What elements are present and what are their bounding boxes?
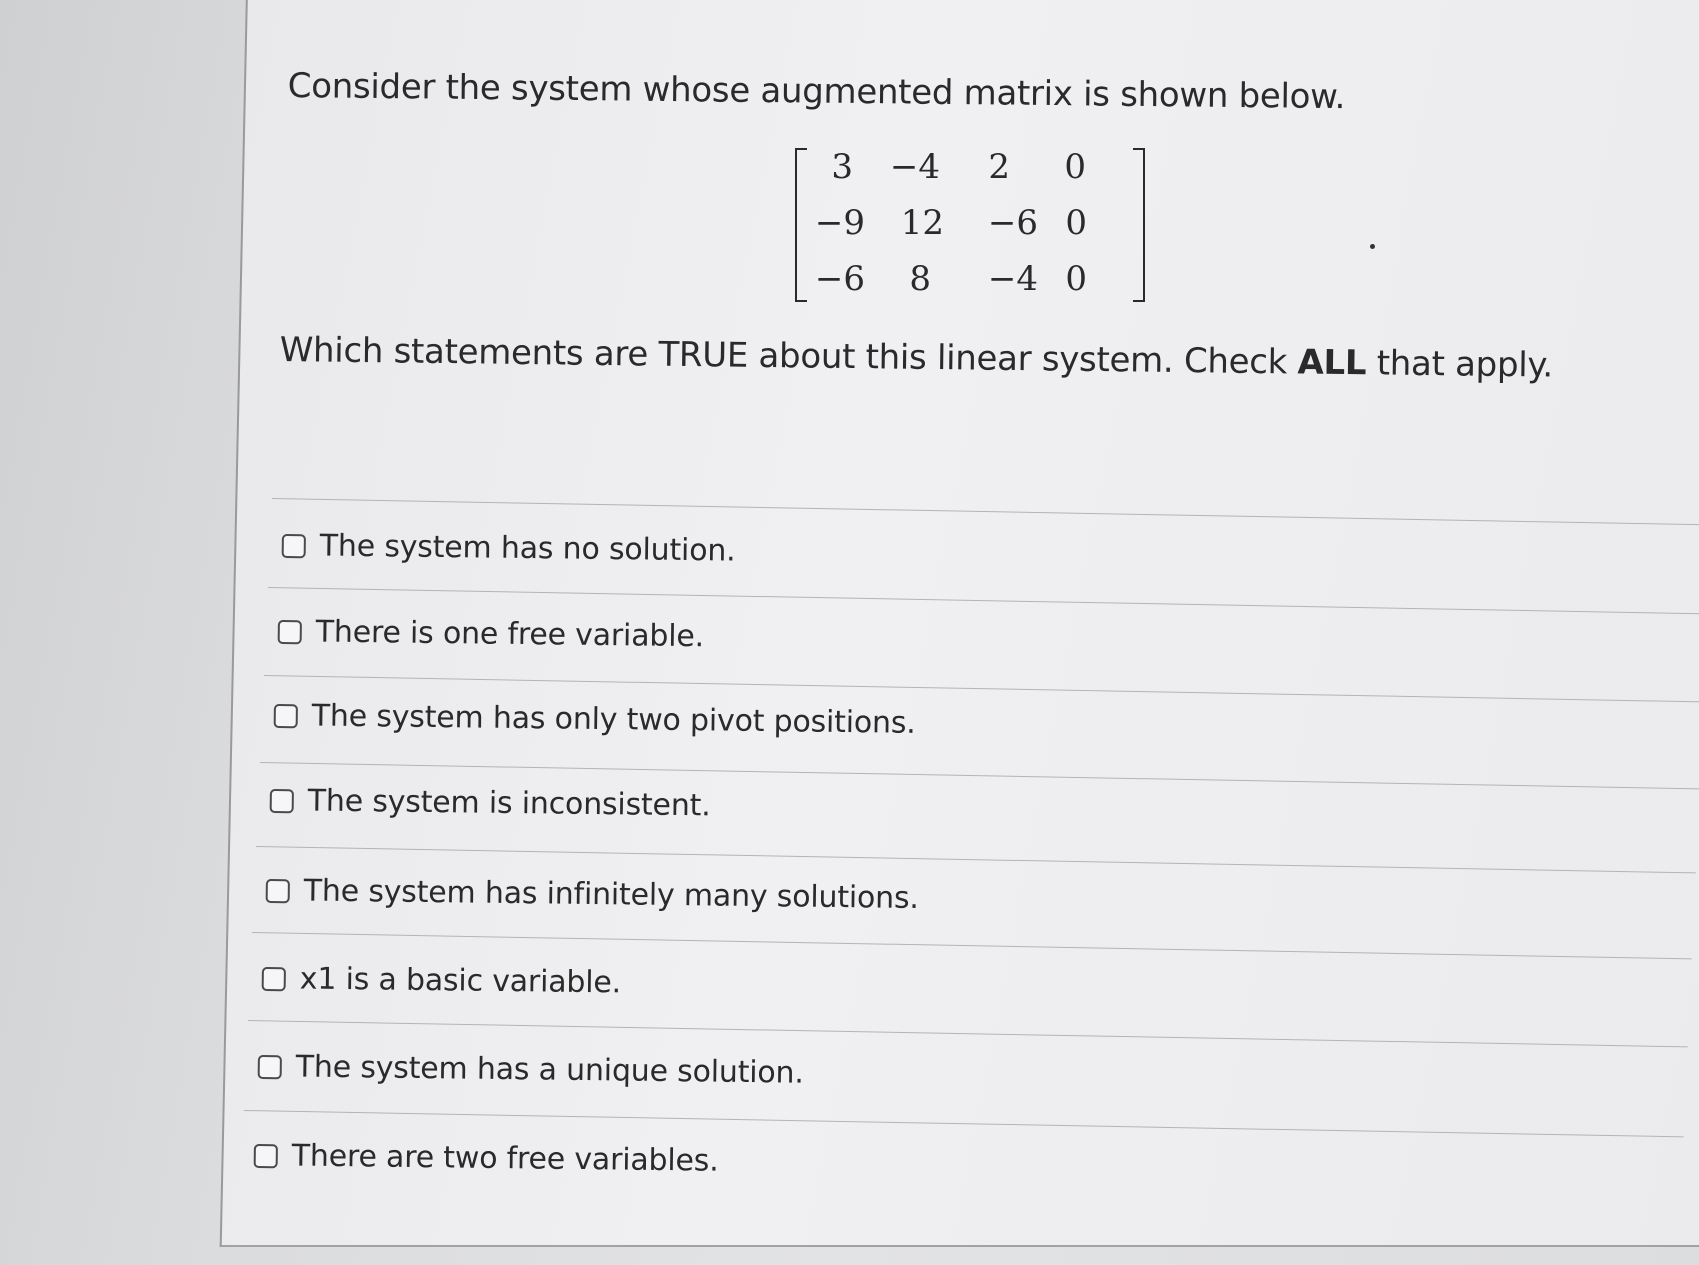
option-label: The system has infinitely many solutions. — [303, 873, 919, 916]
matrix-cell-r1c2: −4 — [889, 147, 940, 187]
matrix-cell-r2c2: 12 — [900, 203, 944, 243]
option-divider — [252, 932, 1692, 959]
checkbox[interactable] — [274, 703, 298, 727]
matrix-cell-r1c3: 2 — [988, 147, 1010, 187]
matrix-cell-r2c3: −6 — [987, 203, 1038, 243]
option-divider — [268, 587, 1699, 614]
option-label: The system has no solution. — [319, 528, 736, 569]
instruction-prefix: Which statements are TRUE about this linear system. Check — [279, 330, 1298, 383]
question-prompt: Consider the system whose augmented matrix is shown below. — [287, 66, 1346, 118]
option-label: The system is inconsistent. — [307, 783, 711, 824]
augmented-matrix — [795, 142, 1145, 304]
checkbox[interactable] — [258, 1054, 282, 1078]
option-label: The system has a unique solution. — [295, 1049, 804, 1091]
checkbox[interactable] — [278, 619, 302, 643]
option-label: The system has only two pivot positions. — [311, 698, 916, 741]
option-divider — [248, 1020, 1688, 1047]
option-divider — [256, 846, 1696, 873]
instruction-emphasis: ALL — [1297, 342, 1367, 384]
matrix-cell-r1c1: 3 — [831, 147, 853, 187]
matrix-cell-r3c4: 0 — [1065, 259, 1087, 299]
option-two-free-variables[interactable] — [254, 1138, 719, 1179]
checkbox[interactable] — [262, 966, 286, 990]
matrix-cell-r3c2: 8 — [909, 259, 931, 299]
matrix-cell-r2c4: 0 — [1065, 203, 1087, 243]
option-label: x1 is a basic variable. — [299, 961, 622, 1001]
option-x1-basic-variable[interactable] — [262, 961, 622, 1000]
option-label: There are two free variables. — [291, 1138, 719, 1179]
matrix-cell-r1c4: 0 — [1064, 147, 1086, 187]
question-instruction — [280, 330, 1554, 386]
matrix-cell-r2c1: −9 — [814, 203, 865, 243]
option-one-free-variable[interactable] — [278, 614, 705, 654]
option-no-solution[interactable] — [282, 528, 736, 569]
matrix-cell-r3c1: −6 — [814, 259, 865, 299]
instruction-suffix: that apply. — [1366, 343, 1554, 386]
option-label: There is one free variable. — [315, 614, 705, 655]
option-infinitely-many-solutions[interactable] — [266, 873, 919, 916]
checkbox[interactable] — [270, 788, 294, 812]
matrix-cell-r3c3: −4 — [987, 259, 1038, 299]
option-divider — [272, 498, 1699, 525]
checkbox[interactable] — [282, 533, 306, 557]
stray-dot — [1370, 244, 1375, 249]
checkbox[interactable] — [266, 878, 290, 902]
option-divider — [244, 1110, 1684, 1137]
option-unique-solution[interactable] — [258, 1049, 804, 1091]
option-two-pivot-positions[interactable] — [274, 698, 916, 741]
option-divider — [264, 675, 1699, 702]
option-inconsistent[interactable] — [270, 783, 711, 823]
matrix-right-bracket — [1133, 148, 1145, 302]
checkbox[interactable] — [254, 1143, 278, 1167]
